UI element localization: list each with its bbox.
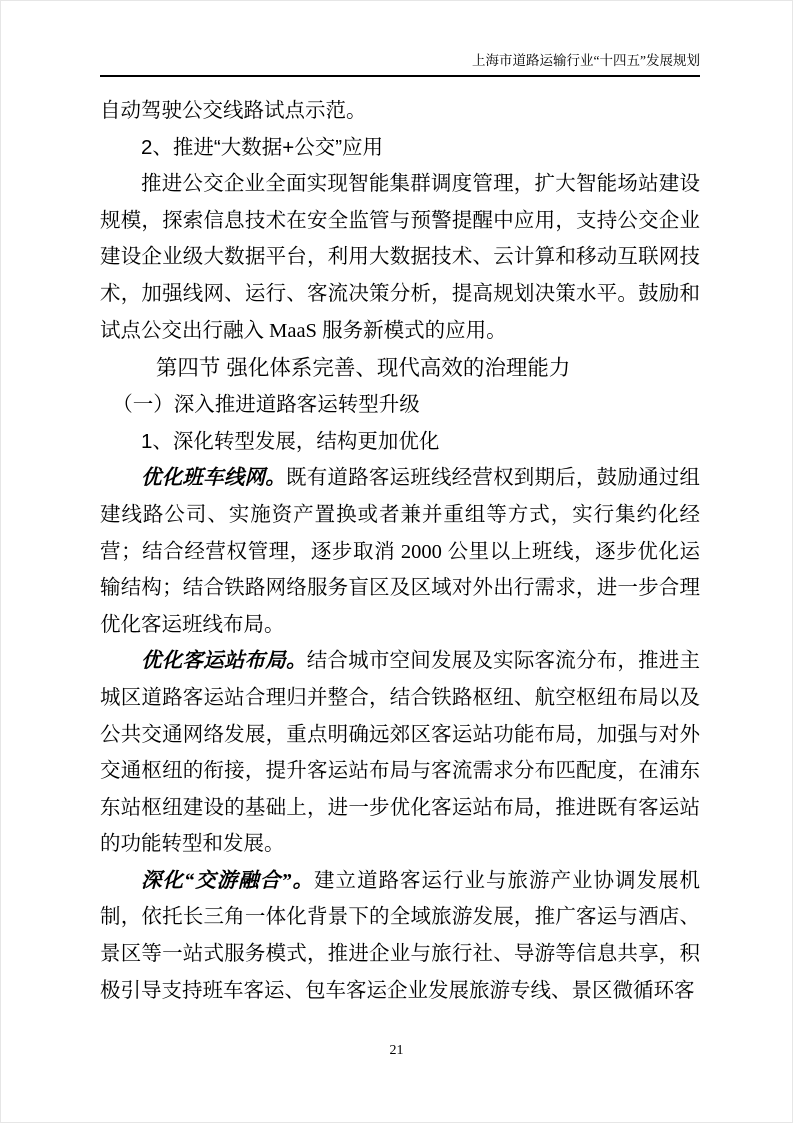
page-footer bbox=[0, 1043, 793, 1059]
heading-deepen-transformation: 1、深化转型发展，结构更加优化 bbox=[141, 429, 440, 453]
header-title: 上海市道路运输行业“十四五”发展规划 bbox=[472, 53, 700, 68]
paragraph-lead-bus-line-network: 优化班车线网。 bbox=[141, 467, 286, 490]
page-number: 21 bbox=[389, 1043, 404, 1058]
document-body bbox=[100, 93, 700, 1009]
paragraph-text-station-layout: 结合城市空间发展及实际客流分布，推进主城区道路客运站合理归并整合，结合铁路枢纽、航空枢纽布局以及公共交通网络发展，重点明确远郊区客运站功能布局，加强与对外交通枢纽的衔接，提升客运站布局与客流需求分布匹配度，在浦东东站枢纽建设的基础上，进一步优化客运站布局，推进既有客运站的功能转型和发展。 bbox=[100, 650, 701, 856]
paragraph-transport-tourism bbox=[100, 863, 700, 1009]
paragraph-text-transport-tourism: 建立道路客运行业与旅游产业协调发展机制，依托长三角一体化背景下的全域旅游发展，推广客运与酒店、景区等一站式服务模式，推进企业与旅行社、导游等信息共享，积极引导支持班车客运、包车客运企业发展旅游专线、景区微循环客 bbox=[100, 869, 700, 1002]
heading-passenger-transport-upgrade: （一）深入推进道路客运转型升级 bbox=[112, 393, 420, 417]
paragraph-station-layout bbox=[100, 643, 700, 863]
paragraph-text-bus-line-network: 既有道路客运班线经营权到期后，鼓励通过组建线路公司、实施资产置换或者兼并重组等方式，实行集约化经营；结合经营权管理，逐步取消 2000 公里以上班线，逐步优化运输结构；结合铁路网络服务盲区及区域对外出行需求，进一步合理优化客运班线布局。 bbox=[100, 467, 701, 636]
paragraph-lead-station-layout: 优化客运站布局。 bbox=[141, 650, 307, 673]
heading-section-four: 第四节 强化体系完善、现代高效的治理能力 bbox=[155, 356, 571, 381]
paragraph-bus-line-network bbox=[100, 460, 700, 643]
heading-bigdata-application: 2、推进“大数据+公交”应用 bbox=[141, 135, 384, 159]
paragraph-continuation: 自动驾驶公交线路试点示范。 bbox=[100, 100, 367, 122]
page-header bbox=[100, 52, 700, 77]
paragraph-bigdata: 推进公交企业全面实现智能集群调度管理，扩大智能场站建设规模，探索信息技术在安全监管与预警提醒中应用，支持公交企业建设企业级大数据平台，利用大数据技术、云计算和移动互联网技术，加强线网、运行、客流决策分析，提高规划决策水平。鼓励和试点公交出行融入 MaaS 服务新模式的应用。 bbox=[100, 173, 700, 342]
paragraph-lead-transport-tourism: 深化“交游融合”。 bbox=[141, 869, 314, 892]
